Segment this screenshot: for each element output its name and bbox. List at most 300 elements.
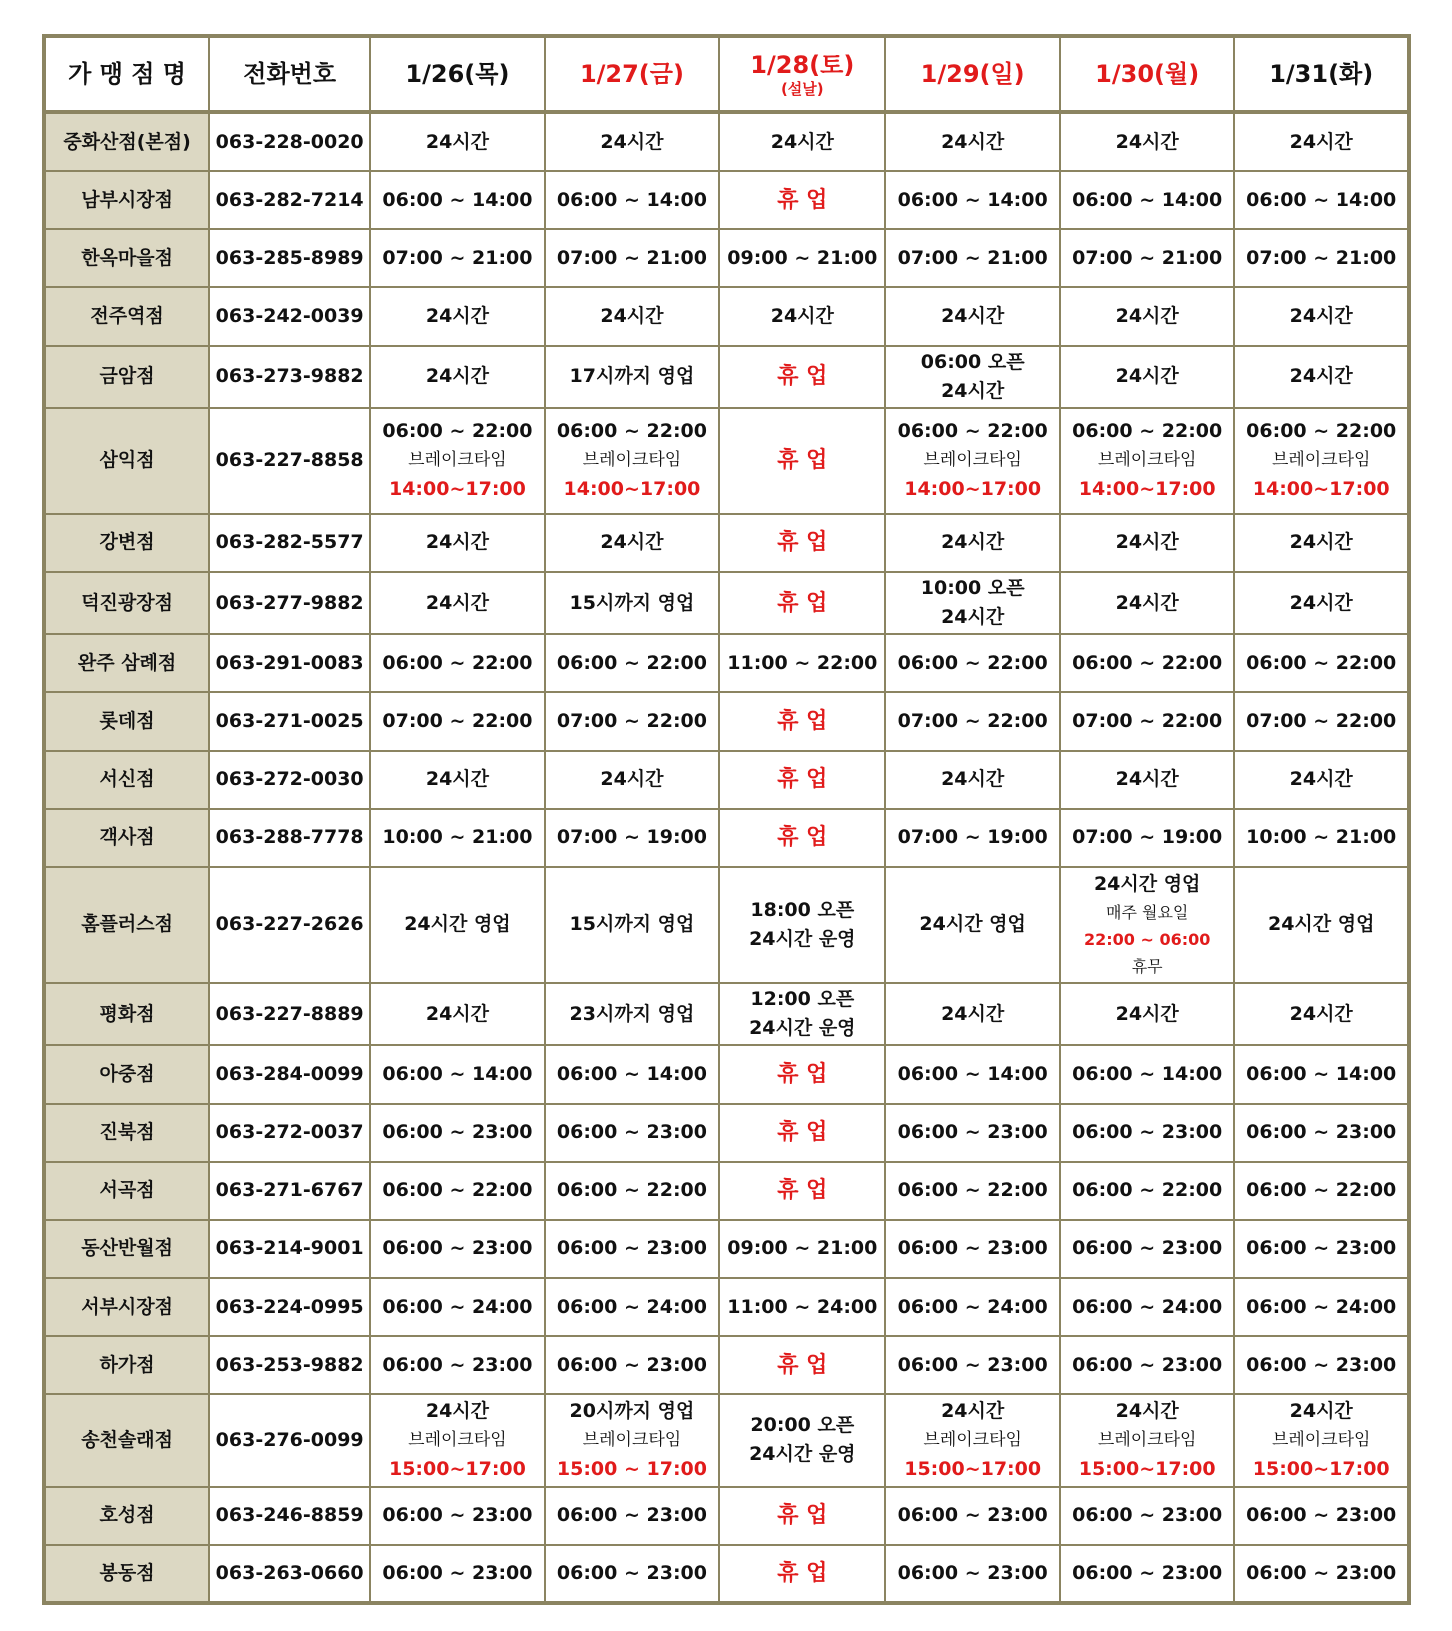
hours-text: 06:00 ~ 24:00 (1246, 1295, 1397, 1318)
hours-cell (545, 1545, 720, 1603)
hours-text: 24시간 (1289, 130, 1353, 153)
hours-cell (545, 809, 720, 867)
table-row (44, 1278, 1409, 1336)
hours-text: 06:00 ~ 22:00 (1072, 651, 1223, 674)
hours-text: 06:00 ~ 23:00 (1072, 1237, 1223, 1260)
hours-cell (370, 1394, 545, 1486)
table-row (44, 634, 1409, 692)
table-row (44, 514, 1409, 572)
hours-text: 10:00 오픈 (920, 577, 1025, 600)
hours-cell (545, 867, 720, 983)
hours-text: 06:00 ~ 22:00 (1072, 420, 1223, 443)
hours-text: 06:00 ~ 14:00 (897, 1062, 1048, 1085)
hours-text: 06:00 ~ 22:00 (1246, 651, 1397, 674)
hours-text: 17시까지 영업 (569, 365, 695, 388)
hours-cell (1234, 346, 1409, 408)
hours-cell (1234, 809, 1409, 867)
hours-cell (370, 809, 545, 867)
hours-text: 06:00 ~ 24:00 (556, 1295, 707, 1318)
hours-cell (370, 112, 545, 171)
hours-text: 06:00 ~ 22:00 (1246, 1179, 1397, 1202)
header-date-4: 1/29(일) (885, 36, 1060, 112)
store-name-cell: 삼익점 (44, 408, 209, 514)
hours-text: 06:00 ~ 23:00 (382, 1121, 533, 1144)
hours-text: 14:00~17:00 (563, 478, 701, 501)
hours-text: 06:00 ~ 24:00 (1072, 1295, 1223, 1318)
table-row (44, 983, 1409, 1045)
hours-cell (1060, 983, 1235, 1045)
hours-cell (545, 346, 720, 408)
hours-cell (885, 1104, 1060, 1162)
hours-text: 24시간 영업 (404, 913, 511, 936)
table-row (44, 171, 1409, 229)
hours-cell (885, 634, 1060, 692)
hours-text: 06:00 ~ 23:00 (897, 1237, 1048, 1260)
hours-cell (370, 572, 545, 634)
hours-cell (1060, 112, 1235, 171)
hours-text: 10:00 ~ 21:00 (382, 826, 533, 849)
hours-text: 06:00 ~ 14:00 (556, 188, 707, 211)
hours-text: 23시까지 영업 (569, 1002, 695, 1025)
table-row (44, 1045, 1409, 1103)
hours-cell (719, 514, 885, 572)
hours-text: 15:00 ~ 17:00 (556, 1457, 707, 1480)
hours-cell (1234, 408, 1409, 514)
phone-cell: 063-276-0099 (209, 1394, 370, 1486)
store-name-cell: 롯데점 (44, 692, 209, 750)
phone-cell: 063-277-9882 (209, 572, 370, 634)
hours-text: 06:00 ~ 14:00 (1246, 188, 1397, 211)
hours-text: 15:00~17:00 (1252, 1457, 1390, 1480)
hours-cell (545, 1162, 720, 1220)
hours-text: 24시간 (1289, 591, 1353, 614)
hours-text: 07:00 ~ 22:00 (382, 709, 533, 732)
hours-cell (370, 408, 545, 514)
hours-text: 06:00 ~ 23:00 (556, 1237, 707, 1260)
hours-cell (1234, 1336, 1409, 1394)
hours-text: 24시간 (1115, 130, 1179, 153)
hours-cell (885, 692, 1060, 750)
store-name-cell: 덕진광장점 (44, 572, 209, 634)
phone-cell: 063-253-9882 (209, 1336, 370, 1394)
hours-cell (719, 1045, 885, 1103)
hours-text: 06:00 ~ 23:00 (897, 1504, 1048, 1527)
hours-cell (1234, 112, 1409, 171)
hours-text: 휴 업 (777, 1120, 828, 1146)
hours-cell (885, 1162, 1060, 1220)
hours-text: 06:00 ~ 23:00 (897, 1121, 1048, 1144)
hours-text: 06:00 ~ 23:00 (897, 1561, 1048, 1584)
hours-cell (885, 287, 1060, 345)
phone-cell: 063-288-7778 (209, 809, 370, 867)
hours-text: 06:00 ~ 22:00 (382, 651, 533, 674)
hours-text: 브레이크타임 (1271, 450, 1371, 471)
hours-text: 24시간 (941, 531, 1005, 554)
hours-text: 07:00 ~ 21:00 (897, 246, 1048, 269)
hours-text: 06:00 ~ 23:00 (897, 1353, 1048, 1376)
hours-text: 14:00~17:00 (1252, 478, 1390, 501)
hours-text: 브레이크타임 (923, 1429, 1022, 1450)
hours-cell (719, 1336, 885, 1394)
table-row (44, 809, 1409, 867)
phone-cell: 063-272-0037 (209, 1104, 370, 1162)
hours-cell (370, 867, 545, 983)
hours-text: 06:00 ~ 14:00 (382, 188, 533, 211)
hours-cell (370, 983, 545, 1045)
store-name-cell: 전주역점 (44, 287, 209, 345)
hours-cell (1234, 572, 1409, 634)
hours-text: 24시간 운영 (749, 927, 856, 950)
hours-cell (1234, 1220, 1409, 1278)
hours-cell (885, 983, 1060, 1045)
hours-cell (1234, 751, 1409, 809)
hours-text: 24시간 (425, 1002, 489, 1025)
hours-text: 10:00 ~ 21:00 (1246, 826, 1397, 849)
hours-text: 06:00 ~ 23:00 (382, 1561, 533, 1584)
hours-cell (1234, 1487, 1409, 1545)
hours-cell (719, 1104, 885, 1162)
phone-cell: 063-224-0995 (209, 1278, 370, 1336)
hours-text: 06:00 ~ 23:00 (1246, 1561, 1397, 1584)
hours-cell (545, 1278, 720, 1336)
hours-cell (370, 692, 545, 750)
hours-cell (545, 514, 720, 572)
hours-text: 24시간 (425, 591, 489, 614)
hours-cell (1060, 1487, 1235, 1545)
hours-cell (370, 514, 545, 572)
hours-text: 06:00 ~ 22:00 (897, 420, 1048, 443)
table-row (44, 692, 1409, 750)
hours-cell (1234, 634, 1409, 692)
hours-cell (1234, 1545, 1409, 1603)
hours-cell (545, 572, 720, 634)
phone-cell: 063-242-0039 (209, 287, 370, 345)
hours-cell (1234, 1394, 1409, 1486)
store-name-cell: 금암점 (44, 346, 209, 408)
hours-text: 24시간 (425, 305, 489, 328)
hours-text: 15시까지 영업 (569, 913, 695, 936)
hours-cell (885, 1487, 1060, 1545)
hours-text: 24시간 (1115, 1002, 1179, 1025)
hours-cell (719, 572, 885, 634)
hours-text: 휴 업 (777, 1560, 828, 1586)
hours-text: 06:00 ~ 23:00 (556, 1121, 707, 1144)
hours-text: 06:00 ~ 23:00 (1072, 1561, 1223, 1584)
hours-text: 06:00 ~ 23:00 (1246, 1353, 1397, 1376)
hours-cell (885, 1545, 1060, 1603)
table-row (44, 1104, 1409, 1162)
hours-text: 24시간 (425, 768, 489, 791)
hours-text: 06:00 ~ 22:00 (382, 420, 533, 443)
hours-cell (719, 809, 885, 867)
hours-cell (885, 514, 1060, 572)
hours-cell (545, 1104, 720, 1162)
hours-text: 24시간 (1289, 531, 1353, 554)
store-name-cell: 완주 삼례점 (44, 634, 209, 692)
store-name-cell: 아중점 (44, 1045, 209, 1103)
table-row (44, 346, 1409, 408)
hours-text: 06:00 ~ 23:00 (382, 1504, 533, 1527)
store-name-cell: 강변점 (44, 514, 209, 572)
hours-cell (1060, 1162, 1235, 1220)
hours-cell (1060, 1394, 1235, 1486)
hours-text: 06:00 ~ 14:00 (1246, 1062, 1397, 1085)
hours-cell (1234, 983, 1409, 1045)
hours-text: 06:00 ~ 22:00 (556, 420, 707, 443)
hours-text: 09:00 ~ 21:00 (727, 1237, 878, 1260)
hours-text: 06:00 ~ 22:00 (897, 651, 1048, 674)
hours-text: 20시까지 영업 (569, 1399, 695, 1422)
header-date-1: 1/26(목) (370, 36, 545, 112)
hours-text: 24시간 (1289, 1399, 1353, 1422)
header-date-3-holiday: (설날) (780, 80, 824, 98)
hours-text: 06:00 ~ 23:00 (382, 1353, 533, 1376)
hours-cell (885, 1278, 1060, 1336)
hours-cell (719, 1487, 885, 1545)
hours-cell (1060, 572, 1235, 634)
phone-cell: 063-246-8859 (209, 1487, 370, 1545)
hours-cell (1060, 1336, 1235, 1394)
hours-cell (719, 346, 885, 408)
hours-text: 휴 업 (777, 1352, 828, 1378)
table-row (44, 1220, 1409, 1278)
hours-text: 12:00 오픈 (750, 988, 855, 1011)
hours-text: 24시간 (425, 365, 489, 388)
hours-cell (370, 1545, 545, 1603)
hours-text: 24시간 영업 (1093, 872, 1201, 895)
hours-text: 06:00 ~ 14:00 (1072, 1062, 1223, 1085)
hours-cell (1234, 1104, 1409, 1162)
hours-text: 06:00 ~ 22:00 (1072, 1179, 1223, 1202)
hours-text: 24시간 (600, 531, 664, 554)
hours-cell (1060, 229, 1235, 287)
hours-text: 브레이크타임 (923, 450, 1022, 471)
store-name-cell: 진북점 (44, 1104, 209, 1162)
hours-text: 휴 업 (777, 590, 828, 616)
store-name-cell: 하가점 (44, 1336, 209, 1394)
table-row (44, 1394, 1409, 1486)
hours-text: 24시간 (425, 130, 489, 153)
header-date-3-label: 1/28(토) (750, 51, 855, 79)
hours-text: 15시까지 영업 (569, 591, 695, 614)
hours-cell (719, 751, 885, 809)
store-hours-body (44, 112, 1409, 1603)
store-name-cell: 남부시장점 (44, 171, 209, 229)
hours-cell (545, 1045, 720, 1103)
hours-cell (719, 983, 885, 1045)
hours-cell (1060, 1045, 1235, 1103)
phone-cell: 063-227-2626 (209, 867, 370, 983)
hours-cell (719, 634, 885, 692)
hours-cell (1234, 1045, 1409, 1103)
hours-cell (885, 867, 1060, 983)
hours-text: 24시간 (941, 1002, 1005, 1025)
hours-text: 06:00 ~ 22:00 (556, 1179, 707, 1202)
phone-cell: 063-214-9001 (209, 1220, 370, 1278)
hours-cell (370, 1336, 545, 1394)
hours-cell (1234, 692, 1409, 750)
store-hours-table (42, 34, 1411, 1605)
hours-text: 11:00 ~ 24:00 (727, 1295, 878, 1318)
hours-cell (1060, 751, 1235, 809)
table-row (44, 112, 1409, 171)
hours-cell (719, 1545, 885, 1603)
hours-text: 07:00 ~ 22:00 (1072, 709, 1223, 732)
hours-cell (719, 1394, 885, 1486)
hours-text: 15:00~17:00 (388, 1457, 526, 1480)
hours-cell (1060, 692, 1235, 750)
hours-text: 브레이크타임 (582, 1429, 682, 1450)
hours-text: 15:00~17:00 (1078, 1457, 1216, 1480)
store-name-cell: 동산반월점 (44, 1220, 209, 1278)
hours-cell (1060, 1104, 1235, 1162)
store-name-cell: 호성점 (44, 1487, 209, 1545)
hours-cell (370, 1220, 545, 1278)
hours-cell (885, 1394, 1060, 1486)
phone-cell: 063-272-0030 (209, 751, 370, 809)
hours-text: 07:00 ~ 22:00 (897, 709, 1048, 732)
hours-cell (1234, 514, 1409, 572)
table-row (44, 1545, 1409, 1603)
table-row (44, 287, 1409, 345)
hours-cell (1234, 229, 1409, 287)
header-date-2: 1/27(금) (545, 36, 720, 112)
phone-cell: 063-291-0083 (209, 634, 370, 692)
table-row (44, 1336, 1409, 1394)
hours-text: 휴 업 (777, 187, 828, 213)
hours-text: 06:00 ~ 23:00 (1246, 1504, 1397, 1527)
hours-text: 24시간 (1115, 591, 1179, 614)
hours-text: 24시간 (941, 768, 1005, 791)
hours-cell (719, 171, 885, 229)
hours-text: 06:00 ~ 14:00 (1072, 188, 1223, 211)
hours-text: 휴 업 (777, 1178, 828, 1204)
hours-cell (719, 112, 885, 171)
phone-cell: 063-285-8989 (209, 229, 370, 287)
hours-text: 20:00 오픈 (750, 1414, 855, 1437)
header-date-3 (719, 36, 885, 112)
hours-text: 브레이크타임 (1271, 1429, 1371, 1450)
hours-cell (1060, 1278, 1235, 1336)
hours-text: 24시간 (600, 768, 664, 791)
hours-cell (885, 112, 1060, 171)
hours-text: 24시간 (425, 1399, 489, 1422)
hours-cell (1060, 408, 1235, 514)
store-name-cell: 서부시장점 (44, 1278, 209, 1336)
hours-cell (370, 1278, 545, 1336)
hours-cell (1234, 1278, 1409, 1336)
header-store-name: 가 맹 점 명 (44, 36, 209, 112)
hours-text: 06:00 ~ 23:00 (382, 1237, 533, 1260)
hours-text: 24시간 (1289, 1002, 1353, 1025)
hours-cell (370, 287, 545, 345)
hours-text: 24시간 (1289, 768, 1353, 791)
hours-cell (1060, 867, 1235, 983)
hours-text: 06:00 ~ 23:00 (1072, 1504, 1223, 1527)
hours-text: 14:00~17:00 (388, 478, 526, 501)
hours-text: 22:00 ~ 06:00 (1083, 929, 1211, 949)
table-row (44, 229, 1409, 287)
hours-cell (719, 1278, 885, 1336)
hours-text: 24시간 (1289, 365, 1353, 388)
phone-cell: 063-271-6767 (209, 1162, 370, 1220)
store-name-cell: 봉동점 (44, 1545, 209, 1603)
store-name-cell: 객사점 (44, 809, 209, 867)
hours-text: 24시간 운영 (749, 1017, 856, 1040)
phone-cell: 063-271-0025 (209, 692, 370, 750)
hours-text: 휴무 (1131, 956, 1163, 976)
hours-cell (370, 171, 545, 229)
hours-cell (370, 1162, 545, 1220)
hours-text: 휴 업 (777, 708, 828, 734)
hours-text: 14:00~17:00 (1078, 478, 1216, 501)
hours-text: 24시간 (600, 130, 664, 153)
hours-text: 06:00 ~ 23:00 (1072, 1121, 1223, 1144)
hours-text: 24시간 (600, 305, 664, 328)
hours-text: 브레이크타임 (408, 1429, 507, 1450)
hours-text: 24시간 영업 (1267, 913, 1375, 936)
hours-cell (545, 634, 720, 692)
hours-cell (885, 346, 1060, 408)
hours-text: 휴 업 (777, 448, 828, 474)
hours-cell (370, 1487, 545, 1545)
hours-cell (1060, 1545, 1235, 1603)
hours-text: 07:00 ~ 22:00 (556, 709, 707, 732)
hours-text: 06:00 ~ 23:00 (1246, 1237, 1397, 1260)
hours-text: 24시간 (1115, 365, 1179, 388)
hours-text: 15:00~17:00 (904, 1457, 1042, 1480)
hours-text: 07:00 ~ 21:00 (382, 246, 533, 269)
hours-text: 24시간 운영 (749, 1443, 856, 1466)
hours-cell (545, 751, 720, 809)
hours-cell (885, 809, 1060, 867)
hours-text: 07:00 ~ 21:00 (1072, 246, 1223, 269)
hours-cell (545, 692, 720, 750)
hours-text: 매주 월요일 (1105, 902, 1189, 922)
hours-cell (1060, 634, 1235, 692)
hours-text: 06:00 ~ 14:00 (556, 1062, 707, 1085)
hours-text: 24시간 (1289, 305, 1353, 328)
hours-text: 07:00 ~ 22:00 (1246, 709, 1397, 732)
hours-text: 브레이크타임 (1097, 1429, 1197, 1450)
hours-text: 07:00 ~ 19:00 (897, 826, 1048, 849)
hours-cell (719, 287, 885, 345)
phone-cell: 063-284-0099 (209, 1045, 370, 1103)
hours-text: 18:00 오픈 (750, 898, 855, 921)
hours-text: 06:00 ~ 14:00 (897, 188, 1048, 211)
hours-text: 06:00 ~ 22:00 (556, 651, 707, 674)
hours-cell (370, 1045, 545, 1103)
hours-cell (370, 634, 545, 692)
hours-text: 24시간 (770, 305, 834, 328)
store-name-cell: 한옥마을점 (44, 229, 209, 287)
hours-text: 06:00 ~ 23:00 (1072, 1353, 1223, 1376)
hours-text: 06:00 ~ 23:00 (556, 1504, 707, 1527)
hours-cell (545, 1487, 720, 1545)
hours-cell (1060, 171, 1235, 229)
hours-cell (370, 346, 545, 408)
phone-cell: 063-263-0660 (209, 1545, 370, 1603)
hours-cell (1060, 346, 1235, 408)
hours-text: 휴 업 (777, 1061, 828, 1087)
hours-text: 06:00 ~ 23:00 (1246, 1121, 1397, 1144)
hours-cell (1060, 809, 1235, 867)
hours-text: 09:00 ~ 21:00 (727, 246, 878, 269)
table-row (44, 1487, 1409, 1545)
hours-text: 24시간 (941, 379, 1005, 402)
hours-cell (1234, 867, 1409, 983)
hours-text: 브레이크타임 (582, 450, 682, 471)
